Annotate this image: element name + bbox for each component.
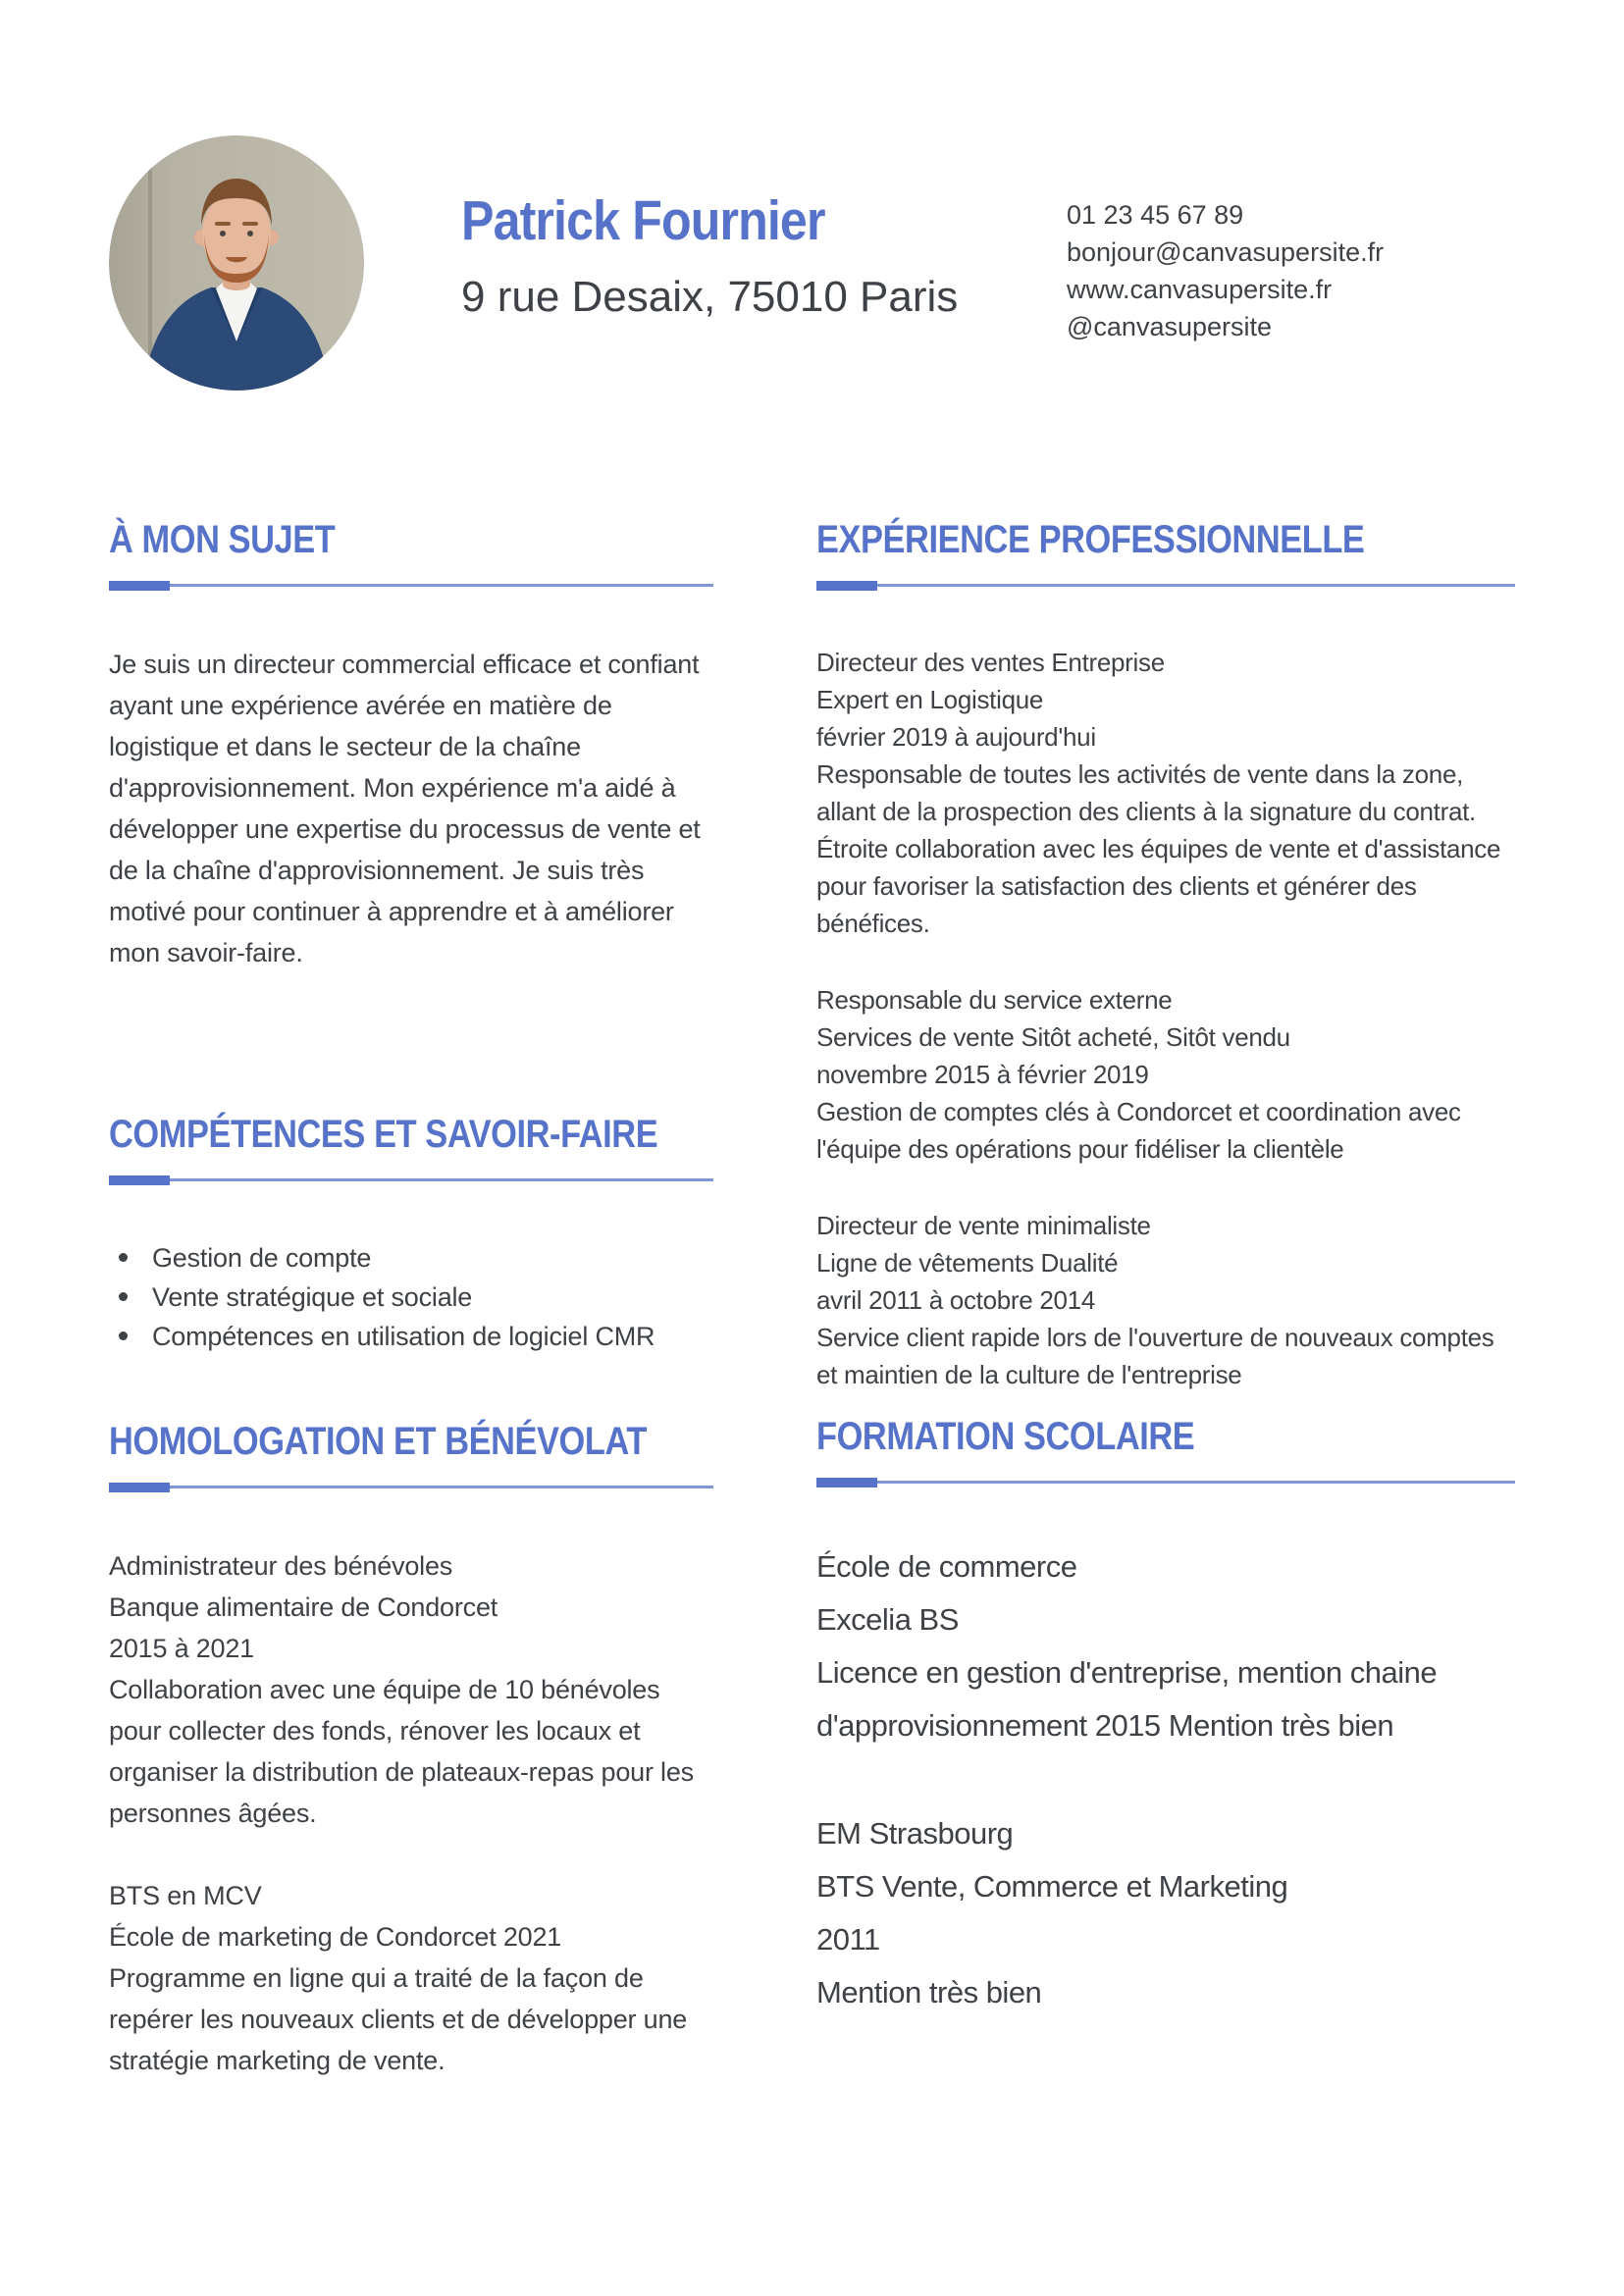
education-line: EM Strasbourg [816, 1816, 1014, 1851]
person-address: 9 rue Desaix, 75010 Paris [461, 272, 959, 321]
left-column [109, 518, 713, 2081]
divider-line [109, 1486, 713, 1488]
divider-line [816, 584, 1515, 587]
section-experience [816, 518, 1515, 1393]
about-text: Je suis un directeur commercial efficace et confiant ayant une expérience avérée en matière de logistique et dans le secteur de la chaîne d'approvisionnement. Mon expérience m'a aidé à développer une expertise du processus de vente et de la chaîne d'approvisionnement. Je suis très motivé pour continuer à apprendre et à améliorer mon savoir-faire. [109, 650, 701, 967]
education-line: Mention très bien [816, 1975, 1042, 2009]
contact-phone: 01 23 45 67 89 [1067, 200, 1244, 230]
job-description: Gestion de comptes clés à Condorcet et coordination avec l'équipe des opérations pour fidéliser la clientèle [816, 1097, 1461, 1164]
volunteer-entry [109, 1545, 713, 1834]
section-education [816, 1415, 1515, 2019]
bullet-icon [119, 1253, 128, 1262]
education-entry [816, 1540, 1515, 1752]
portrait-illustration [109, 135, 364, 391]
job-role: Directeur des ventes Entreprise [816, 648, 1165, 677]
volunteer-line: 2015 à 2021 [109, 1634, 254, 1663]
divider-tick [816, 581, 877, 591]
section-volunteer [109, 1420, 713, 2081]
section-title-volunteer: HOMOLOGATION ET BÉNÉVOLAT [109, 1420, 647, 1463]
volunteer-description: Programme en ligne qui a traité de la façon de repérer les nouveaux clients et de développer une stratégie marketing de vente. [109, 1963, 688, 2075]
right-column [816, 518, 1515, 2019]
divider-tick [109, 1175, 170, 1185]
content-columns [0, 518, 1624, 2081]
job-dates: avril 2011 à octobre 2014 [816, 1285, 1095, 1315]
contact-social: @canvasupersite [1067, 312, 1273, 341]
education-line: BTS Vente, Commerce et Marketing [816, 1869, 1288, 1904]
skill-label: Vente stratégique et sociale [152, 1282, 473, 1312]
job-description: Responsable de toutes les activités de vente dans la zone, allant de la prospection des clients à la signature du contrat. Étroite collaboration avec les équipes de vente et d'assistance pour favoriser la satisfaction des clients et générer des bénéfices. [816, 759, 1501, 938]
volunteer-line: Banque alimentaire de Condorcet [109, 1592, 498, 1622]
education-line: 2011 [816, 1922, 880, 1957]
header [0, 0, 1624, 391]
volunteer-line: BTS en MCV [109, 1881, 262, 1910]
divider-line [109, 1178, 713, 1181]
job-company: Services de vente Sitôt acheté, Sitôt vendu [816, 1022, 1290, 1052]
education-entry [816, 1807, 1515, 2019]
job-dates: février 2019 à aujourd'hui [816, 722, 1096, 752]
person-name: Patrick Fournier [461, 189, 825, 252]
contact-email: bonjour@canvasupersite.fr [1067, 237, 1385, 267]
job-role: Responsable du service externe [816, 985, 1173, 1015]
job-company: Ligne de vêtements Dualité [816, 1248, 1119, 1278]
bullet-icon [119, 1292, 128, 1301]
volunteer-entry-lines [109, 1875, 713, 1957]
skill-label: Compétences en utilisation de logiciel CMR [152, 1322, 655, 1351]
divider-tick [109, 581, 170, 591]
section-divider [816, 581, 1515, 591]
volunteer-line: École de marketing de Condorcet 2021 [109, 1922, 562, 1952]
skill-item [109, 1238, 713, 1278]
section-divider [109, 581, 713, 591]
job-entry [816, 1207, 1515, 1393]
section-divider [109, 1175, 713, 1185]
volunteer-entry [109, 1875, 713, 2081]
profile-photo [109, 135, 364, 391]
divider-tick [109, 1483, 170, 1492]
section-title-education: FORMATION SCOLAIRE [816, 1415, 1195, 1458]
volunteer-line: Administrateur des bénévoles [109, 1551, 453, 1581]
volunteer-description: Collaboration avec une équipe de 10 bénévoles pour collecter des fonds, rénover les locaux et organiser la distribution de plateaux-repas pour les personnes âgées. [109, 1675, 694, 1828]
contact-website: www.canvasupersite.fr [1067, 275, 1333, 304]
job-dates: novembre 2015 à février 2019 [816, 1060, 1149, 1089]
divider-line [109, 584, 713, 587]
job-entry [816, 981, 1515, 1168]
contact-block [1067, 196, 1384, 345]
job-company: Expert en Logistique [816, 685, 1044, 714]
skill-item [109, 1278, 713, 1317]
education-line: Excelia BS [816, 1602, 959, 1637]
education-line: Licence en gestion d'entreprise, mention chaine d'approvisionnement 2015 Mention très bien [816, 1655, 1438, 1743]
job-entry [816, 644, 1515, 942]
job-role: Directeur de vente minimaliste [816, 1211, 1151, 1240]
identity-block [461, 189, 1011, 322]
section-about [109, 518, 713, 973]
section-divider [109, 1483, 713, 1492]
bullet-icon [119, 1331, 128, 1340]
section-divider [816, 1478, 1515, 1487]
divider-line [816, 1481, 1515, 1484]
volunteer-entry-lines [109, 1545, 713, 1669]
divider-tick [816, 1478, 877, 1487]
section-skills [109, 1113, 713, 1356]
jobs-list [816, 644, 1515, 1393]
skill-label: Gestion de compte [152, 1243, 372, 1273]
section-title-skills: COMPÉTENCES ET SAVOIR-FAIRE [109, 1113, 658, 1156]
section-title-about: À MON SUJET [109, 518, 336, 561]
job-description: Service client rapide lors de l'ouverture de nouveaux comptes et maintien de la culture de l'entreprise [816, 1323, 1494, 1389]
education-line: École de commerce [816, 1549, 1077, 1584]
skills-list [109, 1238, 713, 1356]
section-title-experience: EXPÉRIENCE PROFESSIONNELLE [816, 518, 1365, 561]
skill-item [109, 1317, 713, 1356]
